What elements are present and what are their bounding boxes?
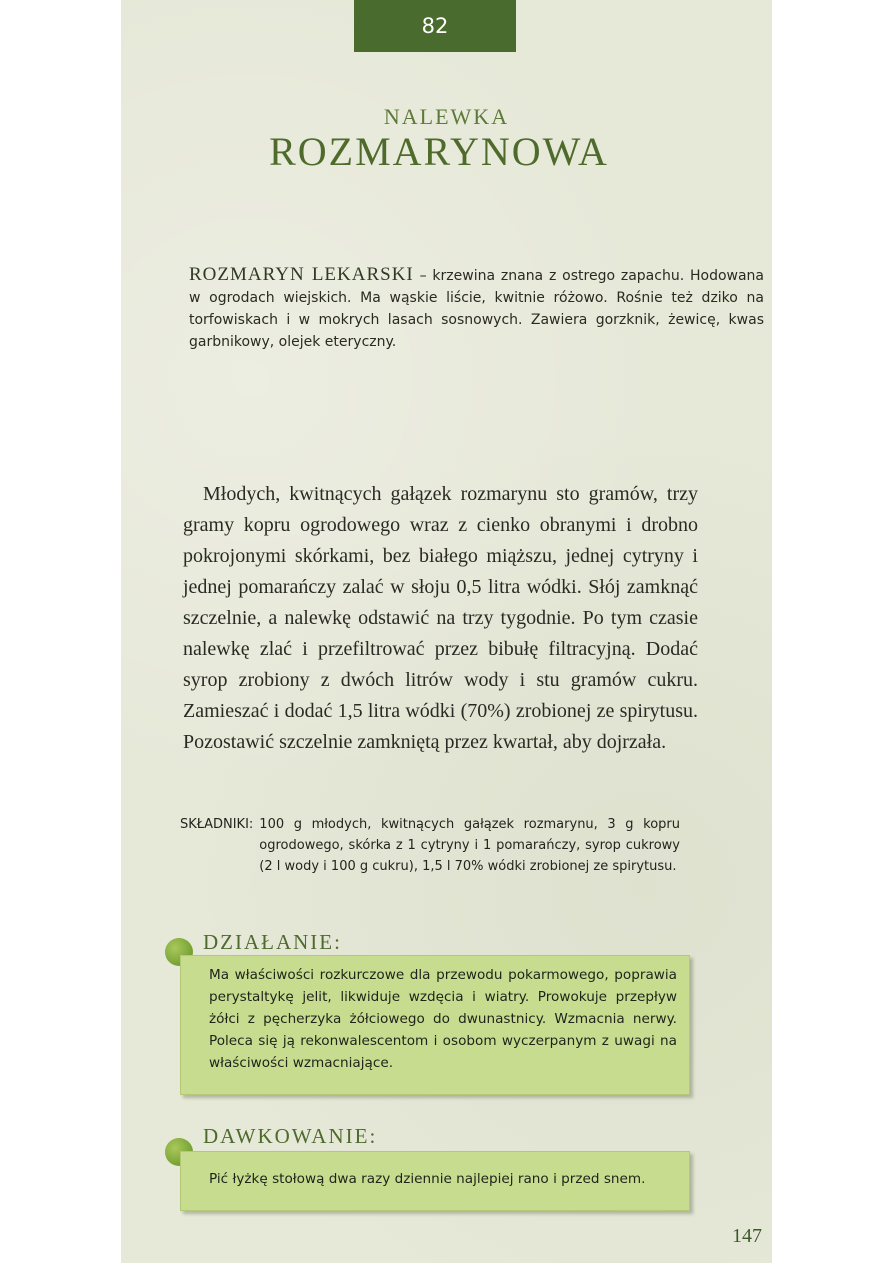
recipe-number-tab bbox=[354, 0, 516, 52]
dawkowanie-title: DAWKOWANIE: bbox=[203, 1124, 378, 1148]
ingredients-label: SKŁADNIKI: bbox=[180, 817, 254, 832]
dzialanie-box bbox=[180, 955, 690, 1095]
dzialanie-text: Ma właściwości rozkurczowe dla przewodu pokarmowego, poprawia perystaltykę jelit, likwiduje wzdęcia i wiatry. Prowokuje przepływ żółci z pęcherzyka żółciowego do dwunastnicy. Wzmacnia nerwy. Poleca się ją rekonwalescentom i osobom wyczerpanym z uwagi na właściwości wzmacniające. bbox=[209, 967, 677, 1071]
recipe-text: Młodych, kwitnących gałązek rozmarynu sto gramów, trzy gramy kopru ogrodowego wraz z cienko obranymi i drobno pokrojonymi skórkami, bez białego miąższu, jednej cytryny i jednej pomarańczy zalać w słoju 0,5 litra wódki. Słój zamknąć szczelnie, a nalewkę odstawić na trzy tygodnie. Po tym czasie nalewkę zlać i przefiltrować przez bibułę filtracyjną. Dodać syrop zrobiony z dwóch litrów wody i stu gramów cukru. Zamieszać i dodać 1,5 litra wódki (70%) zrobionej ze spirytusu. Pozostawić szczelnie zamkniętą przez kwartał, aby dojrzała. bbox=[183, 483, 698, 753]
page-number: 147 bbox=[732, 1225, 762, 1247]
dzialanie-title: DZIAŁANIE: bbox=[203, 930, 342, 954]
ingredients bbox=[180, 814, 680, 877]
plant-name: ROZMARYN LEKARSKI bbox=[189, 264, 414, 285]
plant-description bbox=[189, 264, 764, 353]
page-title: ROZMARYNOWA bbox=[269, 129, 609, 174]
dawkowanie-box bbox=[180, 1151, 690, 1211]
plant-description-text: – krzewina znana z ostrego zapachu. Hodowana w ogrodach wiejskich. Ma wąskie liście, kwitnie różowo. Rośnie też dziko na torfowiskach i w mokrych lasach sosnowych. Zawiera gorzknik, żewicę, kwas garbnikowy, olejek eteryczny. bbox=[189, 268, 765, 350]
title-small: NALEWKA bbox=[383, 104, 510, 129]
book-page bbox=[121, 0, 772, 1263]
recipe-number: 82 bbox=[421, 14, 449, 38]
ingredients-text: 100 g młodych, kwitnących gałązek rozmarynu, 3 g kopru ogrodowego, skórka z 1 cytryny i 1 pomarańczy, syrop cukrowy (2 l wody i 100 g cukru), 1,5 l 70% wódki zrobionej ze spirytusu. bbox=[259, 817, 680, 874]
dawkowanie-text: Pić łyżkę stołową dwa razy dziennie najlepiej rano i przed snem. bbox=[209, 1171, 646, 1187]
